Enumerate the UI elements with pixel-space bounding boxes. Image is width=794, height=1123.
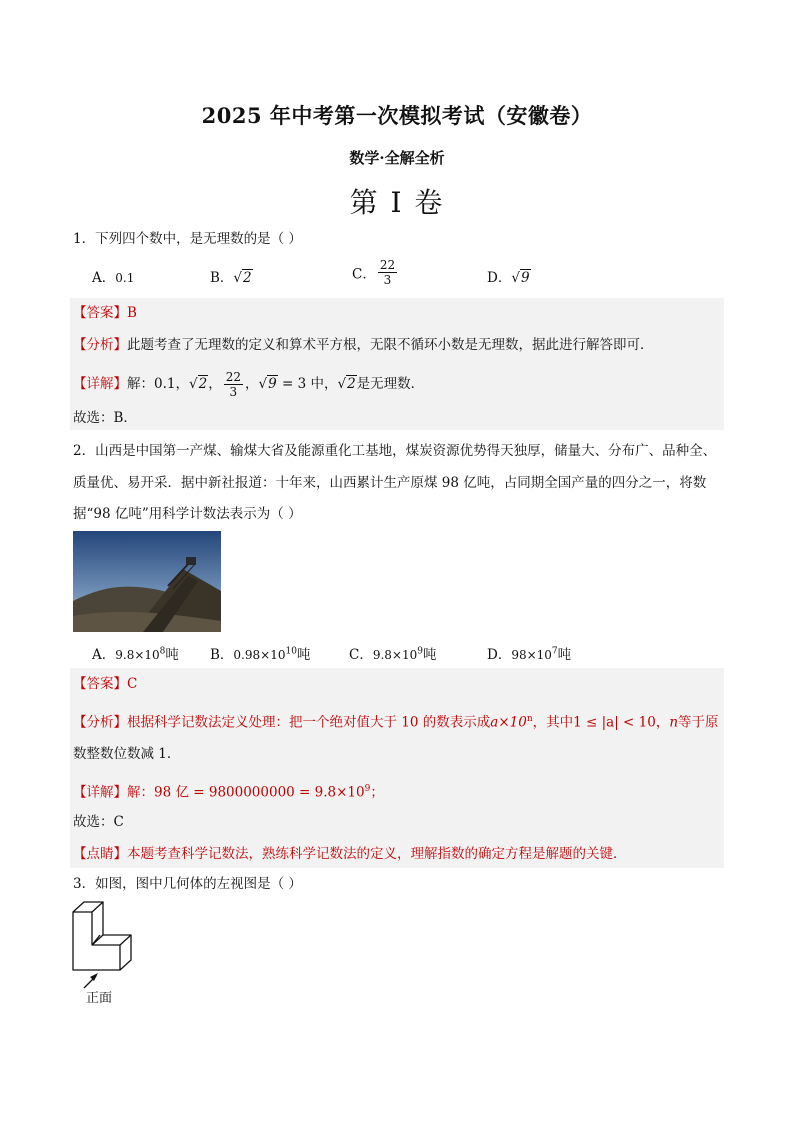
page-title: 2025 年中考第一次模拟考试（安徽卷） — [201, 103, 593, 128]
q2-option-c[interactable]: C．$9.8\times 10^9$吨 — [349, 646, 437, 663]
q1-solution-block — [70, 298, 724, 430]
fraction: $\frac{22}{3}$ — [379, 258, 396, 287]
front-label: 正面 — [86, 991, 113, 1006]
sqrt-symbol: √9 — [511, 270, 530, 286]
q2-detail: 【详解】解：98 亿 = $9800000000 = 9.8\times 10^9$； — [73, 784, 384, 801]
q3-stem: 3．如图，图中几何体的左视图是（ ） — [73, 876, 302, 892]
q2-analysis-cont: 数整数位数减 1． — [73, 746, 181, 762]
q1-analysis: 【分析】此题考查了无理数的定义和算术平方根，无限不循环小数是无理数，据此进行解答即可． — [73, 337, 654, 353]
page-subtitle: 数学·全解全析 — [349, 149, 445, 167]
q2-answer: 【答案】C — [73, 676, 138, 692]
q1-option-c[interactable] — [352, 258, 399, 287]
q2-solution-block — [70, 668, 724, 868]
sqrt-symbol: √2 — [233, 270, 252, 286]
coal-pile-photo — [73, 531, 221, 632]
q2-stem-line-1: 2．山西是中国第一产煤、输煤大省及能源重化工基地，煤炭资源优势得天独厚，储量大、分布广、品种全、 — [73, 443, 717, 459]
option-label: C． — [352, 266, 376, 283]
option-label: D． — [487, 270, 512, 286]
q1-option-d[interactable] — [487, 266, 531, 286]
q2-stem-line-2: 质量优、易开采．据中新社报道：十年来，山西累计生产原煤 98 亿吨，占同期全国产量的四分之一，将数 — [73, 475, 707, 491]
q1-detail: 【详解】解：0.1，√2， $\frac{22}{3}$ ，√9 = 3 中，√2是无理数． — [73, 370, 425, 399]
q1-option-b[interactable] — [210, 266, 253, 286]
option-value: 0.1 — [115, 271, 135, 285]
q2-analysis: 【分析】根据科学记数法定义处理：把一个绝对值大于 10 的数表示成$a\times 10^n$，其中1 ≤ |a| < 10，n等于原 — [73, 714, 719, 731]
q1-choice: 故选：B． — [73, 410, 137, 426]
q1-answer: 【答案】B — [73, 305, 137, 321]
q2-stem-line-3: 据“98 亿吨”用科学计数法表示为（ ） — [73, 506, 302, 522]
q2-point: 【点睛】本题考查科学记数法，熟练科学记数法的定义，理解指数的确定方程是解题的关键． — [73, 846, 627, 862]
q2-option-d[interactable]: D．$98\times 10^7$吨 — [487, 646, 572, 663]
q1-stem: 1．下列四个数中，是无理数的是（ ） — [73, 231, 302, 247]
volume-heading: 第 I 卷 — [349, 186, 445, 219]
option-label: B． — [210, 270, 234, 286]
q2-option-a[interactable]: A．$9.8\times 10^8$吨 — [92, 646, 179, 663]
q2-option-b[interactable]: B．$0.98\times 10^{10}$吨 — [210, 646, 311, 663]
q2-choice: 故选：C — [73, 814, 124, 830]
option-label: A． — [92, 270, 116, 286]
q1-option-a[interactable] — [92, 266, 134, 286]
